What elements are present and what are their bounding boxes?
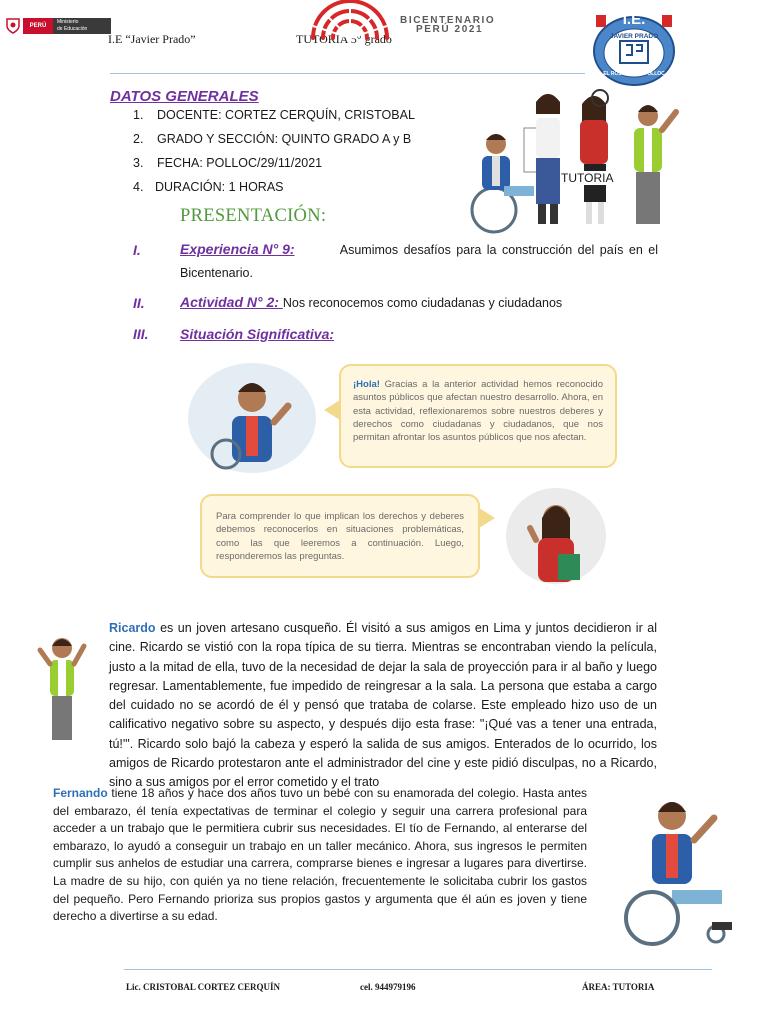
fernando-paragraph — [53, 785, 587, 926]
presentacion-title: PRESENTACIÓN: — [180, 206, 327, 226]
badge-ring: EL ROSARIO DE POLLOC — [603, 71, 665, 77]
ricardo-name: Ricardo — [109, 621, 156, 635]
girl-avatar — [504, 488, 608, 586]
hola-text: ¡Hola! — [353, 379, 380, 390]
section-num-2: II. — [133, 295, 145, 311]
speech-bubble-1 — [339, 364, 617, 468]
fernando-name: Fernando — [53, 786, 108, 800]
footer-teacher: Lic. CRISTOBAL CORTEZ CERQUÍN — [126, 982, 281, 992]
bicentenario-sunburst-icon — [305, 8, 395, 40]
datos-item: 2. GRADO Y SECCIÓN: QUINTO GRADO A y B — [133, 132, 412, 146]
datos-list — [133, 108, 415, 204]
section-2-title: Actividad N° 2: — [180, 294, 283, 310]
students-illustration — [466, 90, 688, 238]
header-rule — [110, 73, 585, 74]
bubble-1-text: Gracias a la anterior actividad hemos reconocido asuntos públicos que afectan nuestro desarrollo. Ahora, en esta actividad, reflexionaremos sobre nuestros deberes y derechos como ciudadanas y ciudadanos, que nos permitan afrontar los asuntos públicos que nos afectan. — [353, 379, 603, 444]
footer-area: ÁREA: TUTORIA — [582, 982, 655, 992]
section-num-3: III. — [133, 326, 149, 342]
badge-name: JAVIER PRADO — [609, 33, 659, 40]
section-1-text2: Bicentenario. — [180, 266, 253, 280]
section-2 — [180, 294, 562, 312]
bicentenario-line1: BICENTENARIO — [400, 15, 496, 26]
school-name: I.E “Javier Prado” — [108, 32, 196, 46]
datos-item: 1. DOCENTE: CORTEZ CERQUÍN, CRISTOBAL — [133, 108, 415, 122]
ministry-line1: Ministerio — [57, 19, 79, 25]
illustration-label: TUTORIA — [561, 171, 614, 185]
section-1-text: Asumimos desafíos para la construcción del país en el — [339, 243, 658, 257]
ministry-logo — [0, 14, 112, 38]
section-3-title: Situación Significativa: — [180, 326, 335, 342]
peru-shield-icon — [6, 18, 20, 34]
datos-title: DATOS GENERALES — [110, 88, 259, 105]
boy-wheelchair-avatar — [186, 362, 318, 474]
section-1 — [180, 241, 658, 280]
ministry-line2: de Educación — [57, 26, 88, 32]
footer-phone: cel. 944979196 — [360, 982, 416, 992]
bubble-2-tail — [479, 508, 495, 528]
fernando-figure — [612, 794, 744, 954]
bicentenario-line2: PERÚ 2021 — [416, 24, 484, 35]
section-2-text: Nos reconocemos como ciudadanas y ciudadanos — [282, 296, 563, 310]
ricardo-figure — [32, 632, 92, 744]
bubble-2-text: Para comprender lo que implican los derechos y deberes debemos reconocerlos en situaciones problemáticas, como las que leeremos a continuación. Luego, responderemos las preguntas. — [216, 511, 464, 562]
section-1-title: Experiencia N° 9: — [180, 241, 295, 257]
section-num-1: I. — [133, 242, 141, 258]
ricardo-paragraph — [109, 619, 657, 790]
bicentenario-text — [400, 16, 495, 34]
fernando-text: tiene 18 años y hace dos años tuvo un bebé con su enamorada del colegio. Hasta antes del embarazo, él tenía expectativas de terminar el colegio y seguir una carrera profesional para acceder a un trabajo que le permitiera cubrir sus necesidades. El tío de Fernando, al enterarse del embarazo, lo ayudó a conseguir un trabajo en un taller mecánico. Ahora, sus ingresos le permiten cumplir sus anhelos de estudiar una carrera, comprarse bienes e ingresar a lugares para divertirse. La madre de su hijo, con quién ya no tiene relación, frecuentemente le solicitaba cubrir los gastos del pequeño. Pero Fernando prioriza sus propios gastos y argumenta que él aún es joven y tiene derecho a divertirse a su edad. — [53, 786, 587, 924]
ricardo-text: es un joven artesano cusqueño. Él visitó a sus amigos en Lima y juntos decidieron ir al cine. Ricardo se vistió con la ropa típica de su tierra. Mientras se encontraban viendo la película, justo a la mitad de ella, tuvo de la necesidad de dejar la sala de proyección para ir al baño y luego regresar. Lamentablemente, fue impedido de reingresar a la sala. La persona que estaba a cargo del cuidado no se acordó de él y pensó que trataba de colarse. Este empleado hizo uso de un calificativo negativo sobre su aspecto, y después dijo esta frase: "¡Qué vas a tener una entrada, tú!'". Ricardo solo bajó la cabeza y esperó la salida de sus amigos. Enterados de lo ocurrido, los amigos de Ricardo protestaron ante el administrador del cine y este pidió disculpas, no a Ricardo, sino a sus amigos por el error cometido y el trato — [109, 621, 657, 790]
ministry-box — [53, 18, 111, 34]
tutoria-grade: TUTORIA 5° grado — [296, 32, 392, 46]
datos-item: 3. FECHA: POLLOC/29/11/2021 — [133, 156, 323, 170]
footer-rule — [124, 969, 712, 970]
datos-item: 4. DURACIÓN: 1 HORAS — [133, 180, 284, 194]
bubble-1-tail — [324, 400, 340, 420]
bicentenario-logo — [305, 8, 395, 40]
speech-bubble-2 — [200, 494, 480, 578]
school-badge — [592, 9, 676, 87]
badge-top: I.E. — [622, 11, 646, 28]
peru-flag-label: PERÚ — [23, 18, 53, 34]
